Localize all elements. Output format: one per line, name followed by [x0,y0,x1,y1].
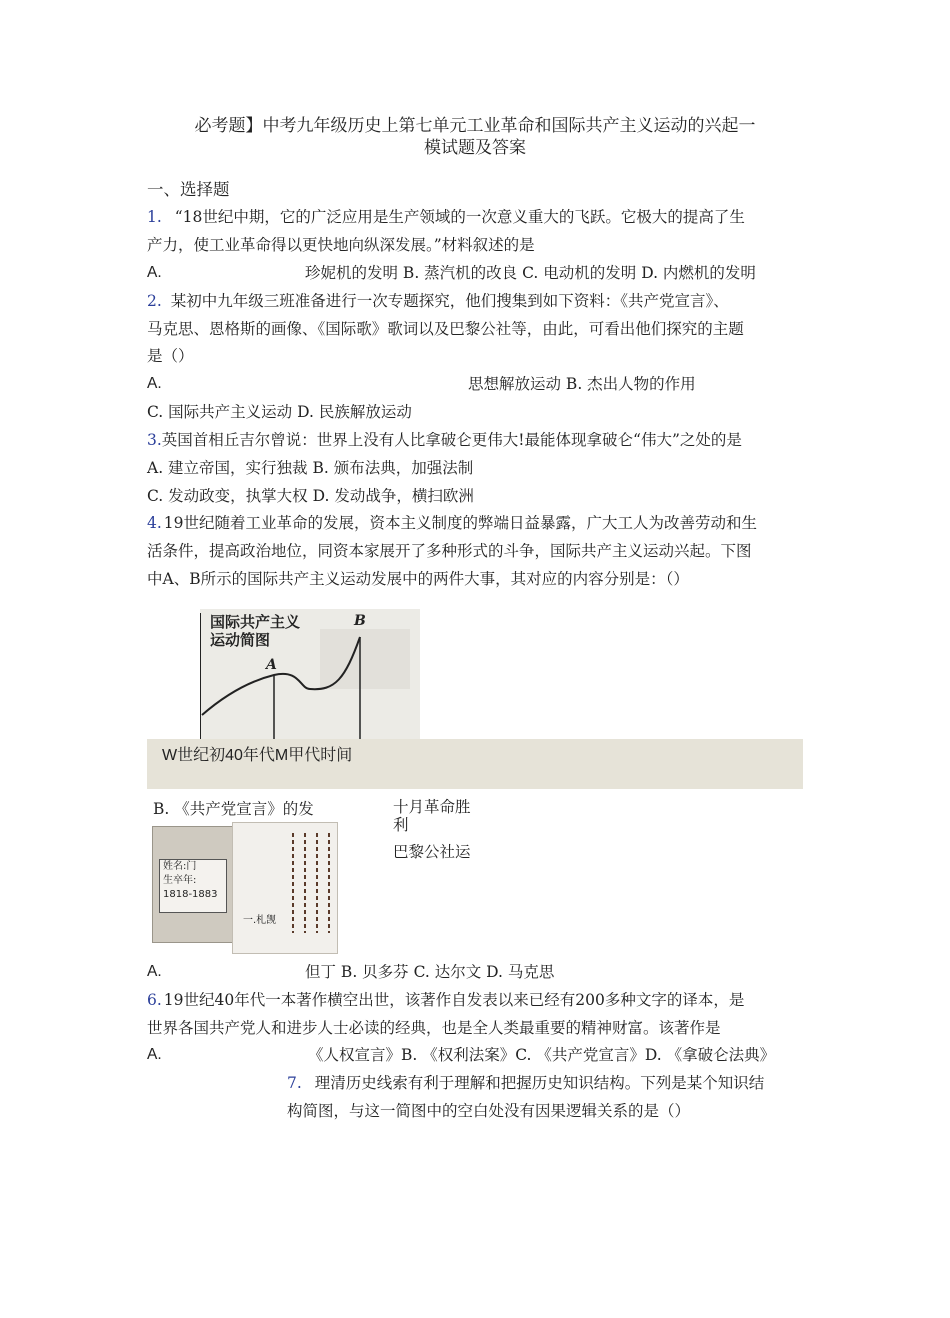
chart-label-a: A [266,657,277,673]
question-4-option-fragment-1: 十月革命胜 [393,798,471,816]
question-3 [147,430,742,450]
question-2 [147,291,729,311]
question-text: “18世纪中期，它的广泛应用是生产领域的一次意义重大的飞跃。它极大的提高了生 [174,208,745,226]
card-label [159,859,227,913]
question-6-option-a: A. [147,1046,162,1063]
question-2-options-2: C. 国际共产主义运动 D. 民族解放运动 [147,403,412,421]
question-4-line3: 中A、B所示的国际共产主义运动发展中的两件大事，其对应的内容分别是：（） [147,570,689,588]
portrait-card-image [152,826,239,943]
question-2-options-1: 思想解放运动 B. 杰出人物的作用 [468,375,696,393]
question-1-options: 珍妮机的发明 B. 蒸汽机的改良 C. 电动机的发明 D. 内燃机的发明 [305,264,756,282]
chart-label-b: B [354,613,366,629]
question-3-options-2: C. 发动政变，执掌大权 D. 发动战争，横扫欧洲 [147,487,474,505]
question-7-line2: 构简图，与这一简图中的空白处没有因果逻辑关系的是（） [287,1102,691,1120]
chart-caption-band [147,739,803,789]
question-1 [147,207,745,227]
question-4-option-fragment-2: 利 [393,816,409,834]
manuscript-caption: 一.札觊 [243,915,277,926]
question-text: 英国首相丘吉尔曾说：世界上没有人比拿破仑更伟大!最能体现拿破仑“伟大”之处的是 [161,431,742,449]
question-number: 4. [147,514,162,532]
manuscript-image [232,822,338,954]
section-heading: 一、选择题 [147,180,230,199]
chart-title-2: 运动简图 [210,631,271,649]
chart-title-1: 国际共产主义 [210,613,301,631]
question-number: 7. [287,1074,302,1092]
question-3-options-1: A. 建立帝国，实行独裁 B. 颁布法典，加强法制 [147,459,474,477]
question-text: 19世纪随着工业革命的发展，资本主义制度的弊端日益暴露，广大工人为改善劳动和生 [163,514,758,532]
question-6-line2: 世界各国共产党人和进步人士必读的经典，也是全人类最重要的精神财富。该著作是 [147,1019,721,1037]
card-line-1: 姓名:门 [163,861,197,872]
question-4-option-fragment-3: 巴黎公社运 [393,843,471,861]
chart-axis-text: W世纪初40年代M甲代时间 [162,747,353,764]
question-6 [147,990,744,1010]
question-2-option-a: A. [147,375,162,392]
question-text: 某初中九年级三班准备进行一次专题探究，他们搜集到如下资料：《共产党宣言》、 [170,292,729,310]
question-text: 19世纪40年代一本著作横空出世，该著作自发表以来已经有200多种文字的译本，是 [163,991,745,1009]
question-number: 6. [147,991,162,1009]
question-6-options: 《人权宣言》B. 《权利法案》C. 《共产党宣言》D. 《拿破仑法典》 [308,1046,776,1064]
question-4-line2: 活条件，提高政治地位，同资本家展开了多种形式的斗争，国际共产主义运动兴起。下图 [147,542,752,560]
question-1-line2: 产力，使工业革命得以更快地向纵深发展。”材料叙述的是 [147,236,535,254]
movement-chart-image [200,609,420,739]
page-title-line2: 模试题及答案 [424,138,526,158]
question-1-option-a: A. [147,264,162,281]
question-4-option-b: B. 《共产党宣言》的发 [153,800,314,818]
question-5-options: 但丁 B. 贝多芬 C. 达尔文 D. 马克思 [305,963,555,981]
question-2-line2: 马克思、恩格斯的画像、《国际歌》歌词以及巴黎公社等，由此，可看出他们探究的主题 [147,320,744,338]
question-7 [287,1073,764,1093]
question-4 [147,513,757,533]
page-title-line1: 必考题】中考九年级历史上第七单元工业革命和国际共产主义运动的兴起一 [194,116,756,136]
card-line-3: 1818-1883 [163,889,218,900]
question-5-option-a: A. [147,963,162,980]
question-text: 理清历史线索有利于理解和把握历史知识结构。下列是某个知识结 [314,1074,765,1092]
card-line-2: 生卒年: [163,875,197,886]
question-number: 1. [147,208,162,226]
manuscript-svg [233,823,337,953]
question-number: 3. [147,431,162,449]
question-2-line3: 是（） [147,347,194,365]
question-number: 2. [147,292,162,310]
